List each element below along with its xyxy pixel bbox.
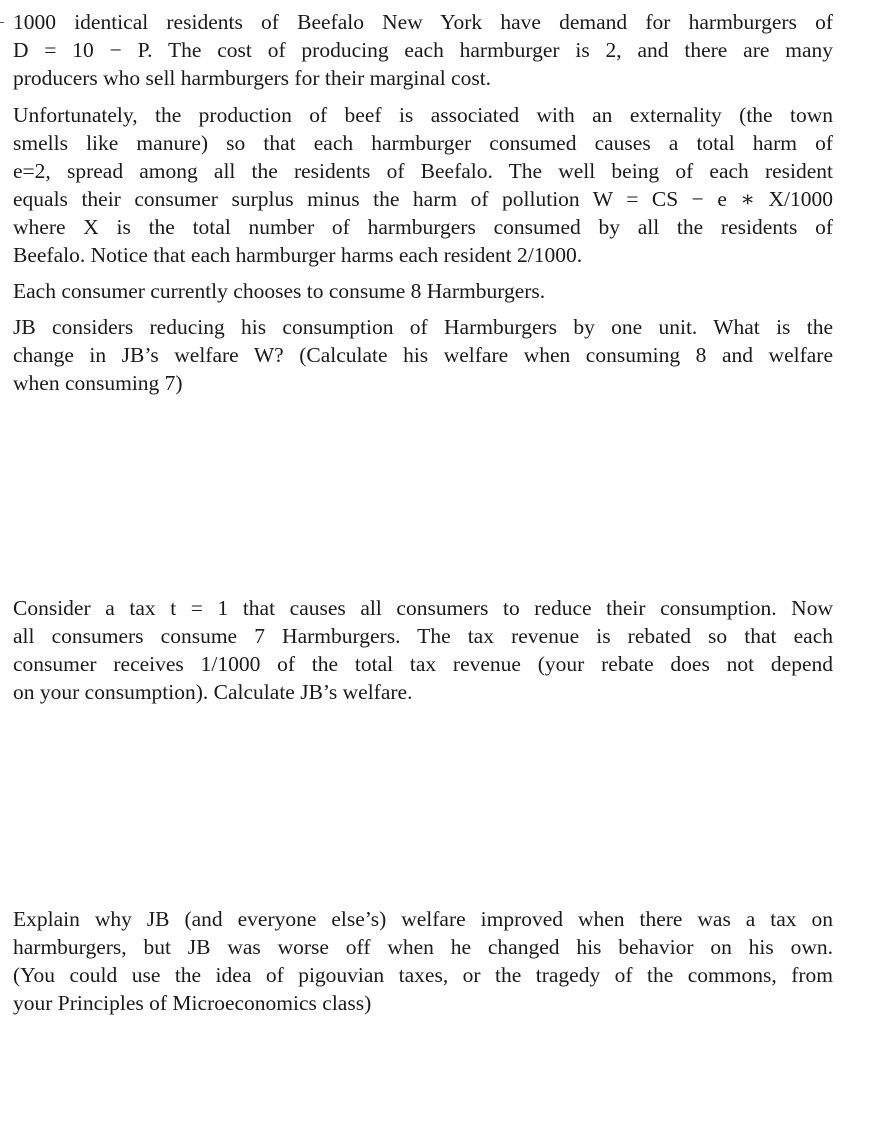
text-line: smells like manure) so that each harmburger consumed causes a total harm of [13, 131, 833, 155]
text-line: all consumers consume 7 Harmburgers. The tax revenue is rebated so that each [13, 624, 833, 648]
text-line: D = 10 − P. The cost of producing each harmburger is 2, and there are many [13, 38, 833, 62]
text-line: Unfortunately, the production of beef is associated with an externality (the town [13, 103, 833, 127]
text-line: Explain why JB (and everyone else’s) welfare improved when there was a tax on [13, 907, 833, 931]
text-line: harmburgers, but JB was worse off when he changed his behavior on his own. [13, 935, 833, 959]
text-line: when consuming 7) [13, 371, 183, 395]
text-line: e=2, spread among all the residents of Beefalo. The well being of each resident [13, 159, 833, 183]
text-line: equals their consumer surplus minus the harm of pollution W = CS − e ∗ X/1000 [13, 187, 833, 211]
text-line: on your consumption). Calculate JB’s welfare. [13, 680, 413, 704]
text-line: 1000 identical residents of Beefalo New York have demand for harmburgers of [13, 10, 833, 34]
intro-paragraph [13, 8, 833, 92]
text-line: producers who sell harmburgers for their marginal cost. [13, 66, 492, 90]
current-consumption-paragraph [13, 277, 833, 305]
text-line: (You could use the idea of pigouvian taxes, or the tragedy of the commons, from [13, 963, 833, 987]
text-line: consumer receives 1/1000 of the total tax revenue (your rebate does not depend [13, 652, 833, 676]
margin-tick [0, 22, 4, 23]
externality-paragraph [13, 101, 833, 269]
question-2 [13, 594, 833, 706]
text-line: where X is the total number of harmburgers consumed by all the residents of [13, 215, 833, 239]
question-3 [13, 905, 833, 1017]
text-line: JB considers reducing his consumption of Harmburgers by one unit. What is the [13, 315, 833, 339]
text-line: Each consumer currently chooses to consume 8 Harmburgers. [13, 279, 546, 303]
text-line: change in JB’s welfare W? (Calculate his welfare when consuming 8 and welfare [13, 343, 833, 367]
text-line: your Principles of Microeconomics class) [13, 991, 372, 1015]
text-line: Consider a tax t = 1 that causes all consumers to reduce their consumption. Now [13, 596, 833, 620]
text-line: Beefalo. Notice that each harmburger harms each resident 2/1000. [13, 243, 583, 267]
question-1 [13, 313, 833, 397]
